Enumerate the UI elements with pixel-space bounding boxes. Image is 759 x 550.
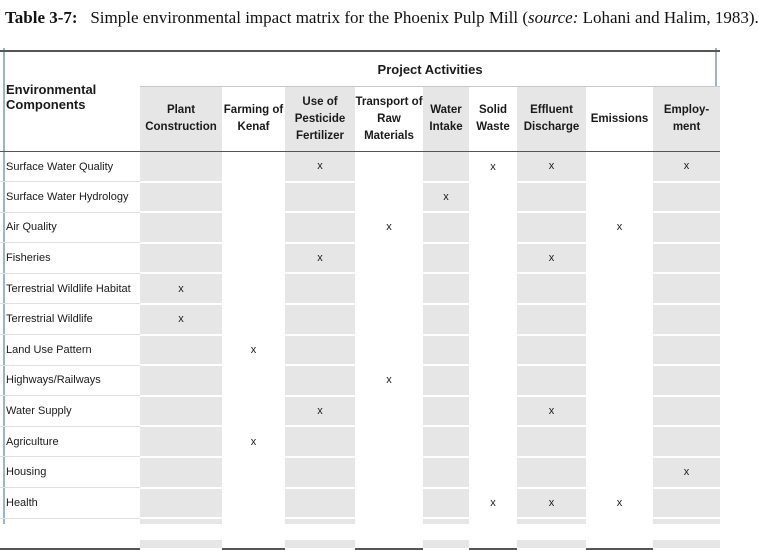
empty-cell — [423, 365, 469, 396]
column-header-line: Plant — [166, 104, 196, 116]
column-header — [586, 87, 653, 152]
impact-mark-cell: x — [285, 396, 355, 427]
impact-matrix-table — [0, 50, 720, 550]
table-row — [0, 182, 720, 213]
column-header-line: Kenaf — [237, 121, 270, 133]
empty-cell — [355, 273, 423, 304]
table-row — [0, 396, 720, 427]
empty-cell — [140, 396, 222, 427]
column-header — [355, 87, 423, 152]
empty-cell — [469, 457, 517, 488]
empty-cell — [222, 396, 285, 427]
column-header-line: Effluent — [530, 104, 573, 116]
column-header — [140, 87, 222, 152]
environmental-component-cell: Agriculture — [0, 426, 140, 457]
column-header — [469, 87, 517, 152]
empty-cell — [469, 304, 517, 335]
column-header-line: ment — [672, 121, 701, 133]
environmental-component-cell: Terrestrial Wildlife Habitat — [0, 273, 140, 304]
empty-cell — [423, 426, 469, 457]
column-header — [653, 87, 720, 152]
empty-cell — [423, 243, 469, 274]
environmental-component-cell: Surface Water Hydrology — [0, 182, 140, 213]
empty-cell — [140, 212, 222, 243]
empty-cell — [140, 152, 222, 182]
environmental-component-cell: Fisheries — [0, 243, 140, 274]
empty-cell — [586, 457, 653, 488]
impact-mark-cell: x — [586, 488, 653, 519]
empty-cell — [285, 365, 355, 396]
column-header-line: Emissions — [590, 112, 649, 125]
empty-cell — [517, 457, 586, 488]
impact-mark-cell: x — [469, 488, 517, 519]
empty-cell — [517, 273, 586, 304]
empty-cell — [285, 488, 355, 519]
caption-source-text: Lohani and Halim, 1983). — [578, 8, 759, 27]
empty-cell — [469, 182, 517, 213]
empty-cell — [586, 365, 653, 396]
table-row — [0, 304, 720, 335]
empty-cell — [423, 304, 469, 335]
empty-cell — [423, 457, 469, 488]
empty-cell — [423, 488, 469, 519]
empty-cell — [469, 396, 517, 427]
empty-cell — [140, 243, 222, 274]
table-row — [0, 152, 720, 182]
impact-mark-cell: x — [355, 365, 423, 396]
empty-cell — [222, 457, 285, 488]
column-header-line: Fertilizer — [296, 129, 344, 142]
column-header-line: Solid — [478, 104, 508, 116]
column-header-line: Discharge — [523, 121, 580, 133]
empty-cell — [586, 273, 653, 304]
empty-cell — [469, 335, 517, 366]
impact-mark-cell: x — [285, 243, 355, 274]
empty-cell — [285, 212, 355, 243]
row-header-line: Environmental — [6, 82, 97, 97]
empty-cell — [222, 182, 285, 213]
empty-cell — [423, 335, 469, 366]
impact-mark-cell: x — [355, 212, 423, 243]
impact-mark-cell: x — [469, 152, 517, 182]
empty-cell — [222, 243, 285, 274]
empty-cell — [222, 488, 285, 519]
environmental-component-cell: Health — [0, 488, 140, 519]
row-header-environmental-components — [0, 51, 140, 152]
table-row — [0, 212, 720, 243]
empty-cell — [355, 335, 423, 366]
caption-label: Table 3-7: — [5, 8, 78, 27]
empty-cell — [586, 182, 653, 213]
row-header-line: Components — [6, 97, 86, 112]
empty-cell — [653, 304, 720, 335]
table-row — [0, 457, 720, 488]
empty-cell — [517, 365, 586, 396]
table-row — [0, 488, 720, 519]
empty-cell — [653, 335, 720, 366]
empty-cell — [423, 212, 469, 243]
empty-cell — [653, 273, 720, 304]
impact-mark-cell: x — [586, 212, 653, 243]
empty-cell — [222, 212, 285, 243]
empty-cell — [469, 212, 517, 243]
impact-mark-cell: x — [285, 152, 355, 182]
empty-cell — [423, 396, 469, 427]
column-header-line: Intake — [429, 121, 463, 133]
column-header-line: Materials — [364, 129, 414, 142]
environmental-component-cell: Land Use Pattern — [0, 335, 140, 366]
empty-cell — [517, 182, 586, 213]
empty-cell — [285, 457, 355, 488]
empty-cell — [355, 457, 423, 488]
environmental-component-cell: Highways/Railways — [0, 365, 140, 396]
empty-cell — [586, 396, 653, 427]
environmental-component-cell: Terrestrial Wildlife — [0, 304, 140, 335]
empty-cell — [423, 152, 469, 182]
table-caption — [5, 8, 759, 28]
caption-source-word: source: — [528, 8, 579, 27]
column-header — [285, 87, 355, 152]
empty-cell — [653, 212, 720, 243]
empty-cell — [222, 304, 285, 335]
environmental-component-cell: Housing — [0, 457, 140, 488]
empty-cell — [653, 426, 720, 457]
empty-cell — [586, 243, 653, 274]
column-header-line: Use of — [302, 95, 338, 108]
column-header-line: Transport of — [355, 95, 423, 108]
empty-cell — [285, 182, 355, 213]
empty-cell — [517, 426, 586, 457]
impact-mark-cell: x — [222, 335, 285, 366]
empty-cell — [222, 273, 285, 304]
empty-cell — [140, 488, 222, 519]
empty-cell — [653, 396, 720, 427]
column-header-line: Construction — [145, 121, 217, 133]
empty-cell — [586, 304, 653, 335]
empty-cell — [517, 335, 586, 366]
empty-cell — [355, 243, 423, 274]
empty-cell — [355, 152, 423, 182]
impact-mark-cell: x — [140, 304, 222, 335]
impact-mark-cell: x — [517, 396, 586, 427]
empty-cell — [469, 365, 517, 396]
impact-mark-cell: x — [423, 182, 469, 213]
impact-mark-cell: x — [653, 152, 720, 182]
empty-cell — [285, 426, 355, 457]
empty-cell — [355, 182, 423, 213]
empty-cell — [140, 457, 222, 488]
column-header — [222, 87, 285, 152]
impact-mark-cell: x — [140, 273, 222, 304]
empty-cell — [423, 273, 469, 304]
table-row — [0, 273, 720, 304]
column-header — [517, 87, 586, 152]
column-header-line: Water — [430, 104, 462, 116]
column-header-line: Waste — [476, 121, 510, 133]
page-bottom-margin — [0, 524, 720, 540]
empty-cell — [469, 273, 517, 304]
group-title-project-activities: Project Activities — [140, 51, 720, 87]
empty-cell — [355, 396, 423, 427]
empty-cell — [140, 426, 222, 457]
environmental-component-cell: Water Supply — [0, 396, 140, 427]
impact-mark-cell: x — [517, 243, 586, 274]
environmental-component-cell: Air Quality — [0, 212, 140, 243]
empty-cell — [653, 488, 720, 519]
empty-cell — [285, 304, 355, 335]
empty-cell — [517, 304, 586, 335]
empty-cell — [285, 335, 355, 366]
empty-cell — [653, 365, 720, 396]
empty-cell — [586, 152, 653, 182]
empty-cell — [222, 365, 285, 396]
empty-cell — [140, 182, 222, 213]
environmental-component-cell: Surface Water Quality — [0, 152, 140, 182]
empty-cell — [222, 152, 285, 182]
empty-cell — [355, 488, 423, 519]
empty-cell — [285, 273, 355, 304]
column-header-line: Farming of — [223, 104, 284, 116]
impact-mark-cell: x — [517, 152, 586, 182]
impact-mark-cell: x — [517, 488, 586, 519]
caption-text: Simple environmental impact matrix for the Phoenix Pulp Mill ( — [90, 8, 529, 27]
empty-cell — [586, 335, 653, 366]
empty-cell — [355, 304, 423, 335]
impact-mark-cell: x — [653, 457, 720, 488]
column-header — [423, 87, 469, 152]
table-row — [0, 365, 720, 396]
table-row — [0, 243, 720, 274]
empty-cell — [469, 426, 517, 457]
empty-cell — [140, 365, 222, 396]
empty-cell — [355, 426, 423, 457]
column-header-line: Pesticide — [294, 112, 346, 125]
impact-mark-cell: x — [222, 426, 285, 457]
empty-cell — [653, 182, 720, 213]
column-header-line: Employ- — [663, 104, 710, 116]
table-row — [0, 426, 720, 457]
empty-cell — [140, 335, 222, 366]
column-header-line: Raw — [377, 112, 401, 125]
empty-cell — [653, 243, 720, 274]
empty-cell — [517, 212, 586, 243]
empty-cell — [469, 243, 517, 274]
table-row — [0, 335, 720, 366]
empty-cell — [586, 426, 653, 457]
